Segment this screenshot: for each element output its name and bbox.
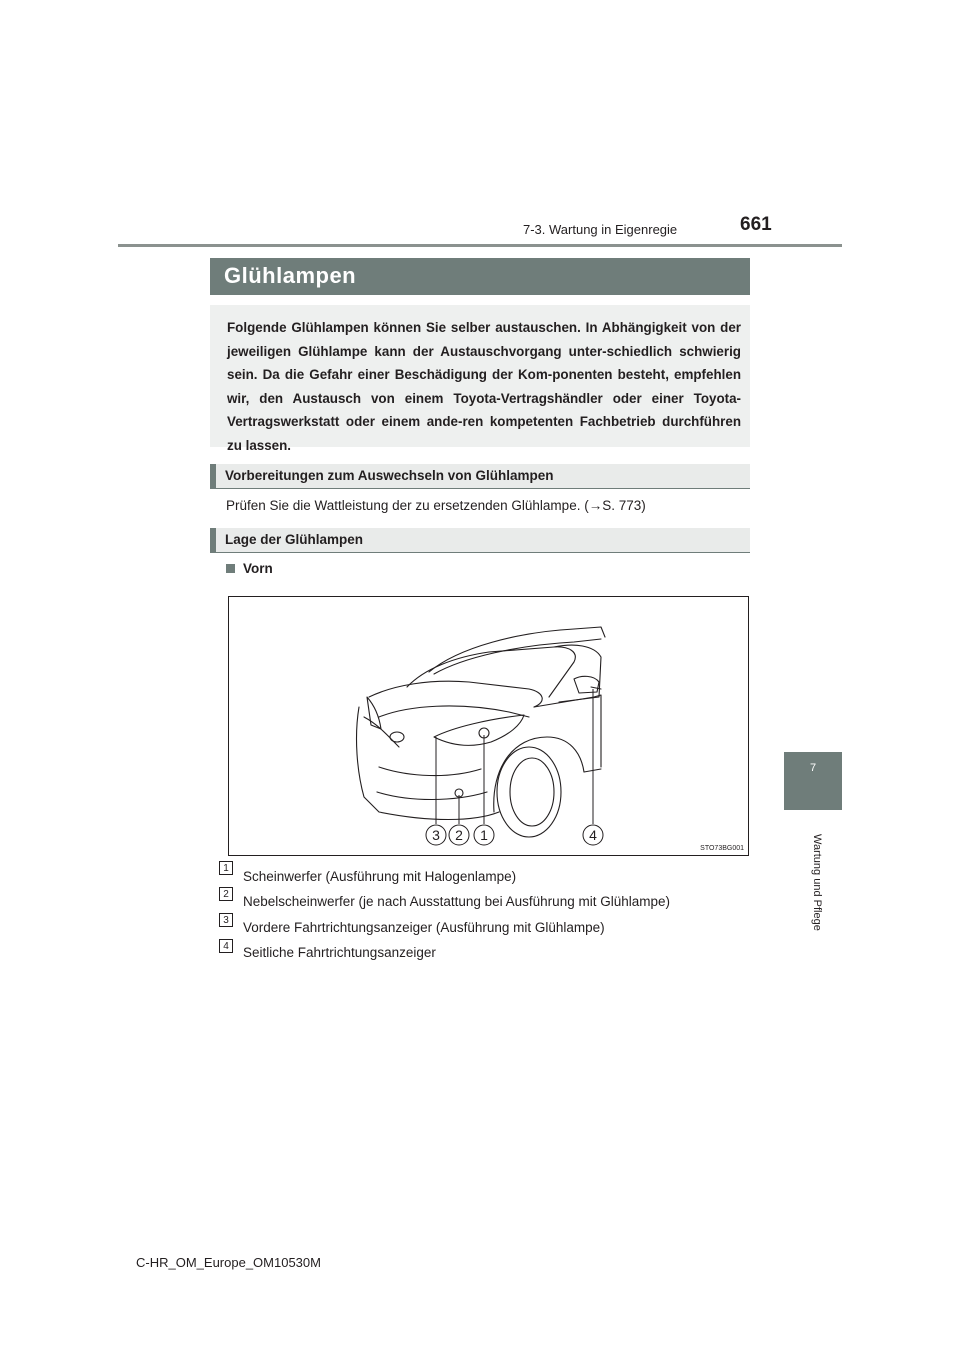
callout-1: 1 [480, 827, 488, 843]
section-heading-location-text: Lage der Glühlampen [225, 532, 364, 547]
intro-text: Folgende Glühlampen können Sie selber austauschen. In Abhängigkeit von der jeweiligen Glühlampe kann der Austauschvorgang unter-schiedlich schwierig sein. Da die Gefahr einer Beschädigung der Kom-ponenten besteht, empfehlen wir, den Austausch von einem Toyota-Vertragshändler oder einer Toyota-Vertragswerkstatt oder einem ande-ren kompetenten Fachbetrieb durchführen zu lassen. [227, 320, 741, 453]
car-line-drawing [229, 597, 748, 855]
chapter-title-vertical: Wartung und Pflege [811, 834, 823, 931]
legend-text-3: Vordere Fahrtrichtungsanzeiger (Ausführung mit Glühlampe) [243, 920, 605, 935]
intro-box [210, 305, 750, 453]
bullet-square-icon [226, 564, 235, 573]
callout-2: 2 [455, 827, 463, 843]
figure-code: STO73BG001 [700, 845, 744, 852]
legend-number-2: 2 [219, 887, 233, 901]
callout-3: 3 [432, 827, 440, 843]
legend-text-1: Scheinwerfer (Ausführung mit Halogenlampe) [243, 869, 517, 884]
legend-number-4: 4 [219, 939, 233, 953]
section-heading-preparation-text: Vorbereitungen zum Auswechseln von Glühlampen [225, 468, 554, 483]
legend-number-3: 3 [219, 913, 233, 927]
page-title-bar [210, 258, 750, 295]
callout-4: 4 [589, 827, 597, 843]
preparation-text: Prüfen Sie die Wattleistung der zu ersetzenden Glühlampe. (→S. 773) [226, 498, 646, 513]
page-number: 661 [740, 214, 772, 235]
section-heading-location [210, 528, 750, 553]
car-front-illustration [228, 596, 749, 856]
subheading-front [226, 561, 273, 576]
header-rule [118, 244, 842, 247]
header-section-title: 7-3. Wartung in Eigenregie [523, 222, 678, 237]
chapter-tab [784, 752, 842, 810]
chapter-number: 7 [809, 762, 817, 774]
legend-text-4: Seitliche Fahrtrichtungsanzeiger [243, 945, 436, 960]
legend-number-1: 1 [219, 861, 233, 875]
page-title: Glühlampen [224, 263, 357, 288]
subheading-front-text: Vorn [243, 561, 273, 576]
legend-text-2: Nebelscheinwerfer (je nach Ausstattung bei Ausführung mit Glühlampe) [243, 894, 670, 909]
section-heading-preparation [210, 464, 750, 489]
document-footer: C-HR_OM_Europe_OM10530M [136, 1255, 321, 1270]
